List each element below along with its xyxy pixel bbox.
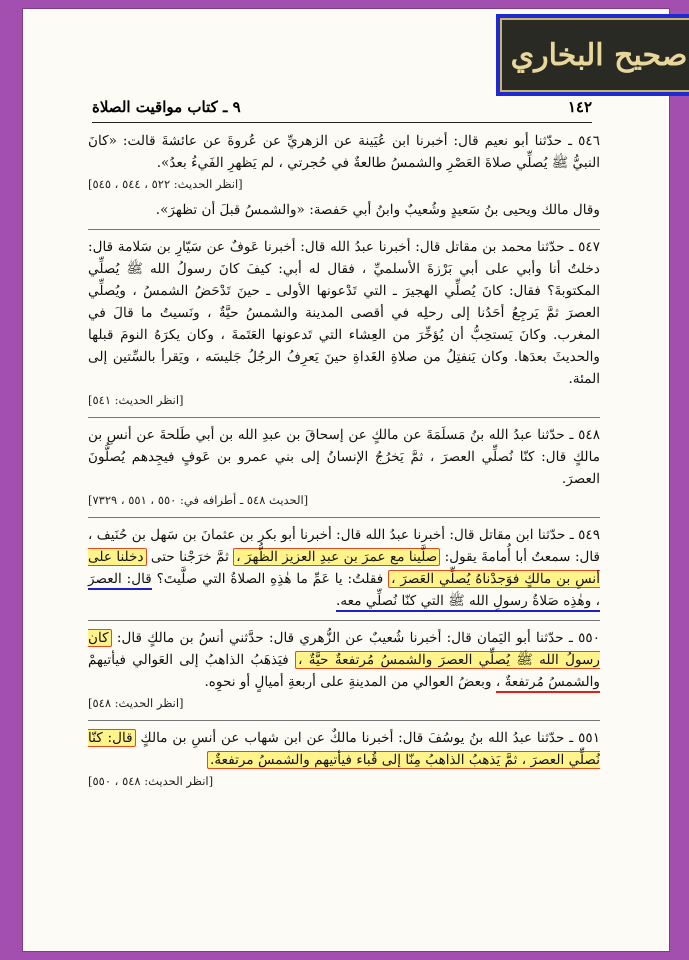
hadith-note: وقال مالك ويحيى بنُ سَعيدٍ وشُعيبٌ وابنُ أبي حَفصة: «والشمسُ قبلَ أن تظهرَ». — [155, 202, 600, 218]
divider — [88, 720, 600, 721]
hadith-reference: [الحديث ٥٤٨ ـ أطرافه في: ٥٥٠ ، ٥٥١ ، ٧٣٢٩] — [88, 493, 309, 507]
text-segment: ثمَّ خرَجْنا حتى — [150, 549, 229, 565]
sahih-bukhari-logo — [496, 14, 689, 96]
highlighted-text: صلَّينا مع عمرَ بن عبدِ العزيز الظُّهرَ ، — [233, 548, 440, 566]
logo-calligraphy: صحيح البخاري — [500, 18, 689, 92]
hadith-551 — [88, 727, 600, 790]
hadith-text — [88, 627, 600, 693]
hadith-text — [88, 524, 600, 612]
book-title: ٩ ـ كتاب مواقيت الصلاة — [92, 98, 241, 116]
hadith-reference: [انظر الحديث: ٥٤٨ ، ٥٥٠] — [88, 774, 214, 788]
hadith-548 — [88, 424, 600, 509]
divider — [88, 417, 600, 418]
page-header — [92, 98, 592, 123]
blue-underlined-text: قال: العصرَ ، وهٰذِه صَلاةُ رسولِ الله ﷺ التي كنّا نُصلِّي معه. — [88, 571, 600, 612]
hadith-549 — [88, 524, 600, 612]
text-segment: فيَذهَبُ الذاهبُ إلى العَوالي فيأتيهمْ — [88, 652, 289, 668]
text-segment: فقلتُ: يا عَمِّ ما هٰذِهِ الصلاةُ التي صلَّيتَ؟ — [156, 571, 384, 587]
hadith-reference: [انظر الحديث: ٥٤٨] — [88, 696, 184, 710]
hadith-546 — [88, 130, 600, 221]
hadith-547 — [88, 236, 600, 409]
divider — [88, 620, 600, 621]
text-segment: ٥٥٠ ـ حدّثنا أبو اليَمان قال: أخبرنا شُعيبٌ عن الزُّهري قال: حدَّثني أنسُ بن مالكٍ قال: — [116, 630, 600, 646]
hadith-text: ٥٤٦ ـ حدّثنا أبو نعيم قال: أخبرنا ابن عُيَينة عن الزهريِّ عن عُروةَ عن عائشةَ قالت: «كانَ النبيُّ ﷺ يُصلِّي صلاةَ العَصْرِ والشمسُ طالعةٌ في حُجرتي ، لم يَظهرِ الفَيءُ بعدُ». — [88, 133, 600, 171]
book-page — [22, 8, 688, 952]
text-segment: ٥٤٩ ـ حدّثنا ابن مقاتل قال: أخبرنا عبدُ الله قال: أخبرنا أبو بكر بن عثمانَ بن سَهل بن حُنَيف ، قال: سمعتُ أبا أُمامةَ يقول: — [88, 527, 601, 565]
text-segment: وبعضُ العوالي من المدينةِ على أربعةِ أميالٍ أو نحوِه. — [204, 674, 492, 690]
text-segment: ٥٥١ ـ حدّثنا عبدُ الله بنُ يوسُفَ قال: أخبرنا مالكٌ عن ابن شهاب عن أنسِ بن مالكٍ — [140, 730, 601, 746]
hadith-reference: [انظر الحديث: ٥٤١] — [88, 393, 184, 407]
hadith-text: ٥٤٧ ـ حدّثنا محمد بن مقاتل قال: أخبرنا عبدُ الله قال: أخبرنا عَوفٌ عن سَيّارِ بن سَلامة قال: دخلتُ أنا وأبي على أبي بَرْزةَ الأسلميِّ ، فقال له أبي: كيفَ كانَ رسولُ الله ﷺ يُصلِّي المكتوبةَ؟ فقال: كانَ يُصلِّي الهجيرَ ـ التي تَدْعونها الأولى ـ حينَ تَدْحَضُ الشمسُ ، ويُصلِّي العصرَ ثمَّ يَرجِعُ أحَدُنا إلى رحلِه في أقصى المدينة والشمسُ حيَّةٌ ، ونَسيتُ ما قالَ في المغرب. وكانَ يَستحِبُّ أن يُؤخِّرَ من العِشاء التي تَدعونها العَتَمةَ ، وكان يكرَهُ النومَ قبلها والحديثَ بعدَها. وكان يَنفتِلُ من صلاةِ الغَداةِ حينَ يَعرِفُ الرجُلُ جَليسَه ، ويَقرأ بالسِّتين إلى المئة. — [88, 239, 600, 387]
hadith-550 — [88, 627, 600, 712]
hadith-content — [88, 130, 600, 790]
hadith-text — [88, 727, 600, 771]
hadith-reference: [انظر الحديث: ٥٢٢ ، ٥٤٤ ، ٥٤٥] — [88, 177, 243, 191]
divider — [88, 517, 600, 518]
red-underlined-text: والشمسُ مُرتفعةٌ ، — [496, 674, 600, 693]
highlighted-text: قال: كنّا نُصلِّي العصرَ ، ثمَّ يَذهبُ الذاهبُ مِنّا إلى قُباء فيأتيهم والشمسُ مرتفعةٌ. — [88, 730, 600, 768]
highlighted-text: كان رسولُ الله ﷺ يُصلِّي العصرَ والشمسُ مُرتفعةٌ حيَّةٌ ، — [88, 630, 600, 668]
highlighted-text: دخلنا على أنسِ بن مالكٍ فوَجدْناهُ يُصلِّي العَصرَ ، — [88, 549, 600, 587]
divider — [88, 229, 600, 230]
page-number: ١٤٢ — [567, 98, 592, 116]
hadith-text: ٥٤٨ ـ حدّثنا عبدُ الله بنُ مَسلَمَةَ عن مالكٍ عن إسحاقَ بن عبدِ الله بن أبي طَلحةَ عن أنسِ بن مالكٍ قال: كنّا نُصلِّي العصرَ ، ثمَّ يَخرُجُ الإنسانُ إلى بني عمرو بن عَوفٍ فيجِدهم يُصلُّونَ العصرَ. — [88, 427, 600, 487]
